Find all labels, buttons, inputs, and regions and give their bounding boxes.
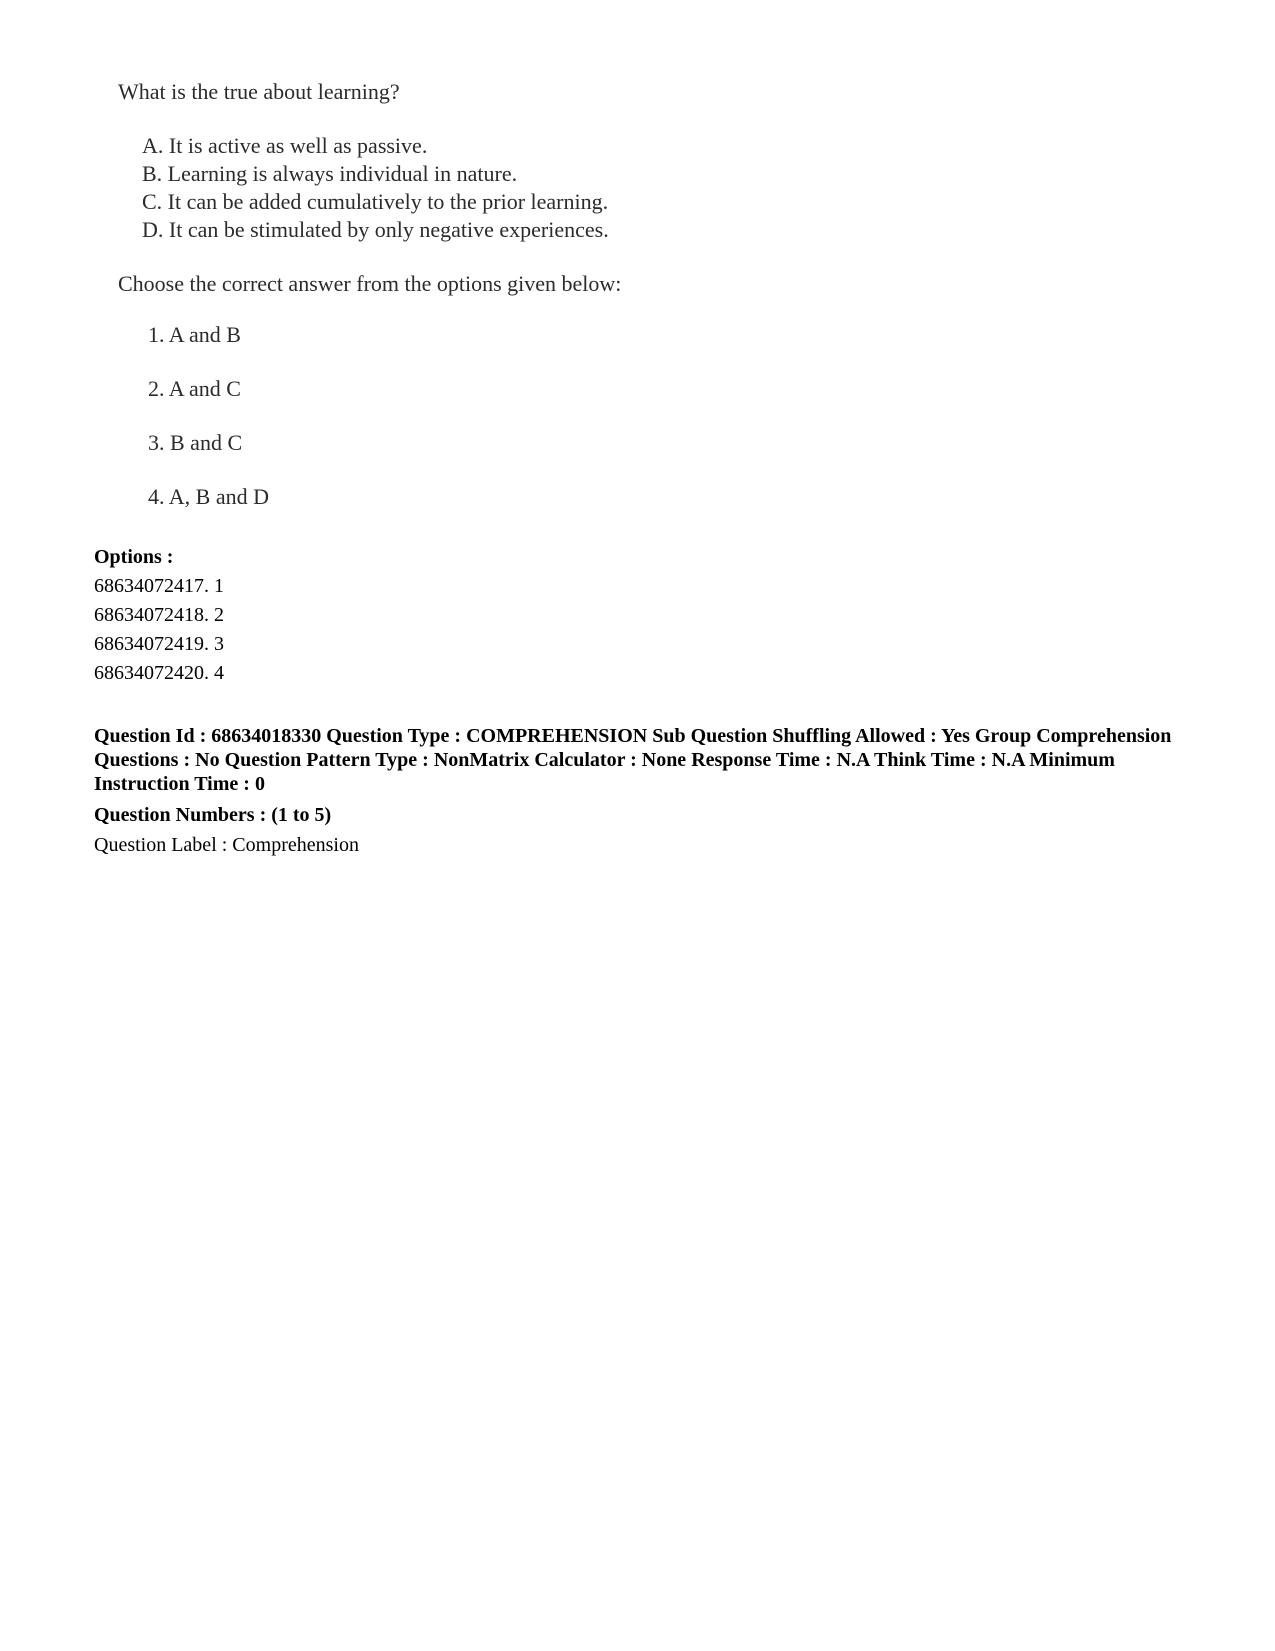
options-heading: Options : [94, 546, 174, 568]
choice-list [148, 320, 758, 512]
statement-item: C. It can be added cumulatively to the prior learning. [142, 189, 609, 214]
statement-list [142, 132, 758, 244]
question-numbers: Question Numbers : (1 to 5) [94, 804, 332, 826]
choice-item: 4. A, B and D [148, 484, 269, 509]
choice-item: 3. B and C [148, 430, 243, 455]
option-item: 68634072420. 4 [94, 662, 224, 684]
statement-item: A. It is active as well as passive. [142, 133, 428, 158]
statement-item: B. Learning is always individual in nature. [142, 161, 518, 186]
statement-item: D. It can be stimulated by only negative experiences. [142, 217, 609, 242]
question-metadata [94, 543, 1194, 860]
question-image [118, 78, 758, 536]
choice-item: 2. A and C [148, 376, 241, 401]
question-info: Question Id : 68634018330 Question Type : COMPREHENSION Sub Question Shuffling Allowed : Yes Group Comprehension Questions : No Question Pattern Type : NonMatrix Calculator : None Response Time : N.A Think Time : N.A Minimum Instruction Time : 0 [94, 725, 1172, 795]
choice-item: 1. A and B [148, 322, 241, 347]
question-label: Question Label : Comprehension [94, 834, 359, 856]
option-item: 68634072417. 1 [94, 575, 224, 597]
option-item: 68634072418. 2 [94, 604, 224, 626]
instruction-text: Choose the correct answer from the options given below: [118, 271, 622, 296]
question-text: What is the true about learning? [118, 79, 400, 104]
option-item: 68634072419. 3 [94, 633, 224, 655]
